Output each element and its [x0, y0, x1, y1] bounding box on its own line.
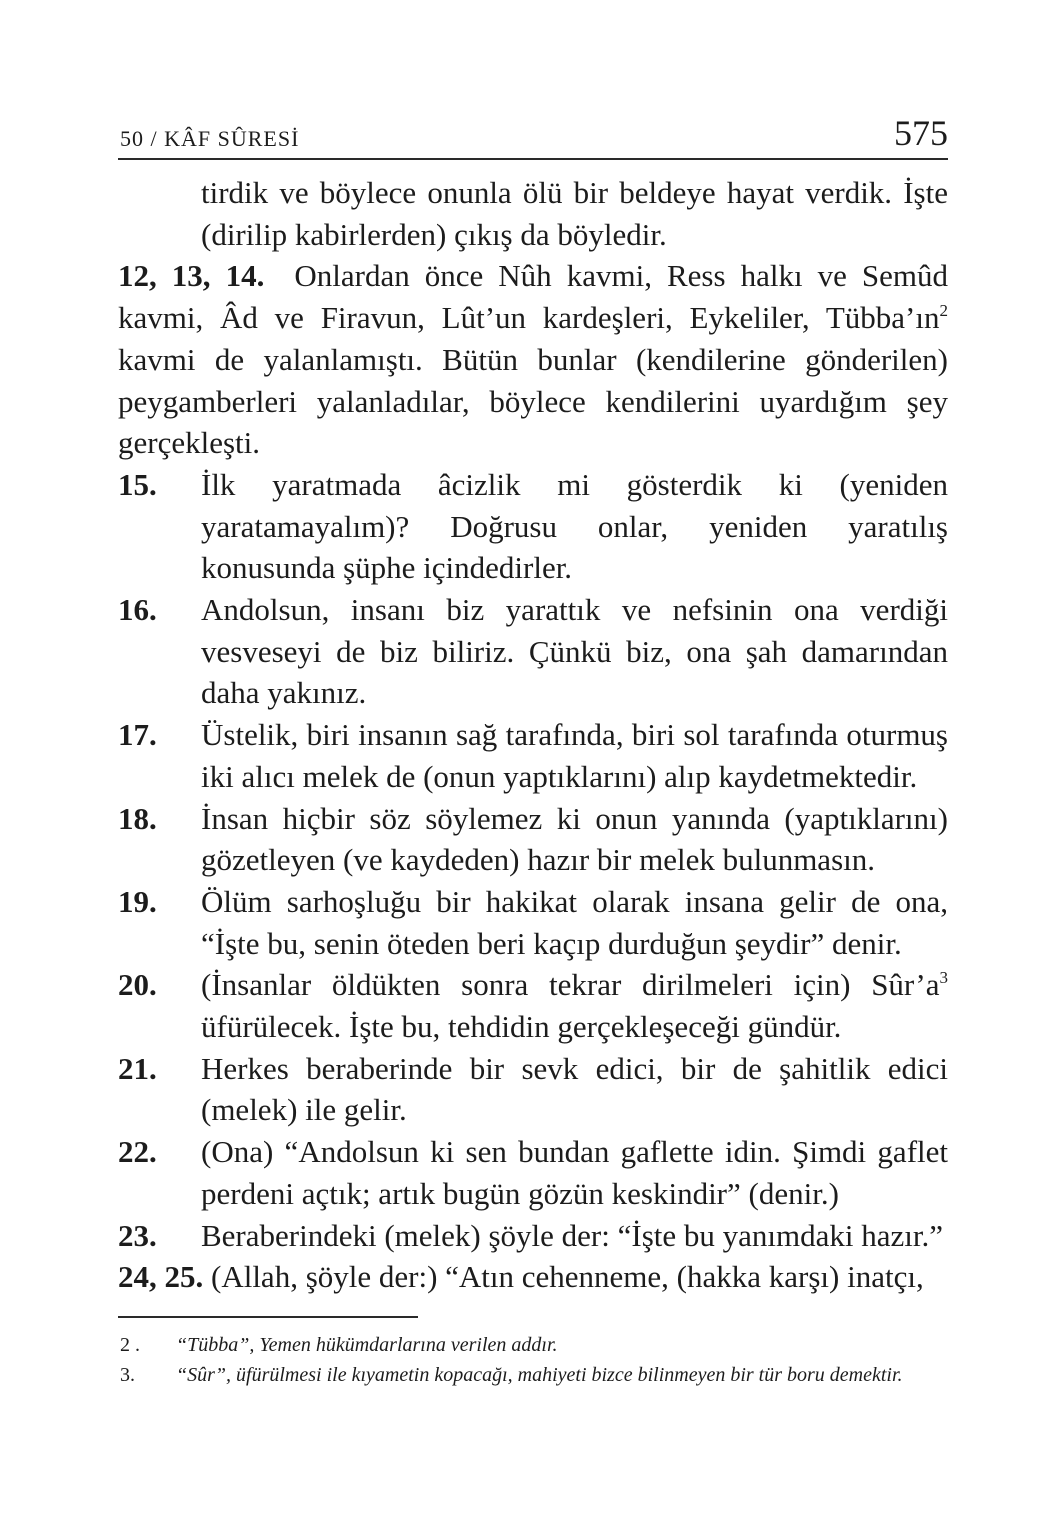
verse-text-body: Ölüm sarhoşluğu bir hakikat olarak insana gelir de ona, “İşte bu, senin öteden beri kaçıp durduğun şeydir” denir.	[201, 883, 948, 961]
footnote-2	[118, 1330, 948, 1360]
verse-text-body: tirdik ve böylece onunla ölü bir beldeye hayat verdik. İşte (dirilip kabirlerden) çıkış da böyledir.	[201, 175, 948, 252]
verse-24-25	[118, 1256, 948, 1298]
verse-20	[118, 964, 948, 1047]
verse-text-body: Andolsun, insanı biz yarattık ve nefsinin ona verdiği vesveseyi de biz biliriz. Çünkü biz, ona şah damarından daha yakınız.	[201, 592, 948, 711]
footnote-ref[interactable]: 2	[939, 301, 948, 321]
footnote-ref[interactable]: 3	[939, 968, 948, 988]
verse-number: 19.	[118, 883, 157, 919]
footnote-number: 3.	[120, 1364, 135, 1386]
page-number: 575	[894, 113, 948, 153]
verse-continuation	[118, 172, 948, 255]
verse-text-body: Beraberindeki (melek) şöyle der: “İşte bu yanımdaki hazır.”	[201, 1217, 943, 1253]
verse-text-body: İnsan hiçbir söz söylemez ki onun yanında (yaptıklarını) gözetleyen (ve kaydeden) hazır bir melek bulunmasın.	[201, 800, 948, 878]
verse-19	[118, 881, 948, 964]
running-header	[118, 112, 948, 160]
verse-number: 23.	[118, 1217, 157, 1253]
verse-text	[118, 172, 948, 1298]
verse-number: 18.	[118, 800, 157, 836]
verse-12-14	[118, 255, 948, 464]
verse-text-body: İlk yaratmada âcizlik mi gösterdik ki (yeniden yaratamayalım)? Doğrusu onlar, yeniden yaratılış konusunda şüphe içindedirler.	[201, 466, 948, 586]
verse-number: 24, 25.	[118, 1259, 204, 1295]
verse-text-body: 24, 25. (Allah, şöyle der:) “Atın cehenneme, (hakka karşı) inatçı,	[118, 1259, 924, 1295]
verse-18	[118, 798, 948, 881]
verse-text-body: (İnsanlar öldükten sonra tekrar dirilmeleri için) $Sûr’a^3$ üfürülecek. İşte bu, tehdidin gerçekleşeceği gündür.	[201, 967, 948, 1045]
verse-text-body: Üstelik, biri insanın sağ tarafında, biri sol tarafında oturmuş iki alıcı melek de (onun yaptıklarını) alıp kaydetmektedir.	[201, 717, 948, 794]
verse-23	[118, 1215, 948, 1257]
surah-title: 50 / KÂF SÛRESİ	[120, 126, 300, 151]
verse-number: 12, 13, 14.	[118, 258, 265, 294]
verse-text-body: Herkes beraberinde bir sevk edici, bir de şahitlik edici (melek) ile gelir.	[201, 1050, 948, 1128]
verse-number: 21.	[118, 1050, 157, 1086]
verse-number: 15.	[118, 466, 157, 502]
verse-15	[118, 464, 948, 589]
verse-number: 16.	[118, 592, 157, 628]
verse-number: 22.	[118, 1134, 157, 1170]
verse-16	[118, 589, 948, 714]
verse-17	[118, 714, 948, 797]
footnotes	[118, 1330, 948, 1390]
footnote-number: 2 .	[120, 1334, 140, 1356]
verse-21	[118, 1048, 948, 1131]
footnote-text: “Tübba”, Yemen hükümdarlarına verilen addır.	[176, 1334, 558, 1356]
footnote-3	[118, 1360, 948, 1390]
verse-22	[118, 1131, 948, 1214]
verse-text-body: (Ona) “Andolsun ki sen bundan gaflette idin. Şimdi gaflet perdeni açtık; artık bugün gözün keskindir” (denir.)	[201, 1134, 948, 1211]
footnote-text: “Sûr”, üfürülmesi ile kıyametin kopacağı, mahiyeti bizce bilinmeyen bir tür boru demektir.	[176, 1364, 903, 1386]
footnote-divider	[118, 1316, 418, 1318]
verse-text-body: 12, 13, 14. Onlardan önce Nûh kavmi, Ress halkı ve Semûd kavmi, Âd ve Firavun, Lût’un kardeşleri, Eykeliler, $Tübba’ın^2$ kavmi de yalanlamıştı. Bütün bunlar (kendilerine gönderilen) peygamberleri yalanladılar, böylece kendilerini uyardığım şey gerçekleşti.	[118, 258, 948, 461]
verse-number: 17.	[118, 717, 157, 753]
verse-number: 20.	[118, 967, 157, 1003]
